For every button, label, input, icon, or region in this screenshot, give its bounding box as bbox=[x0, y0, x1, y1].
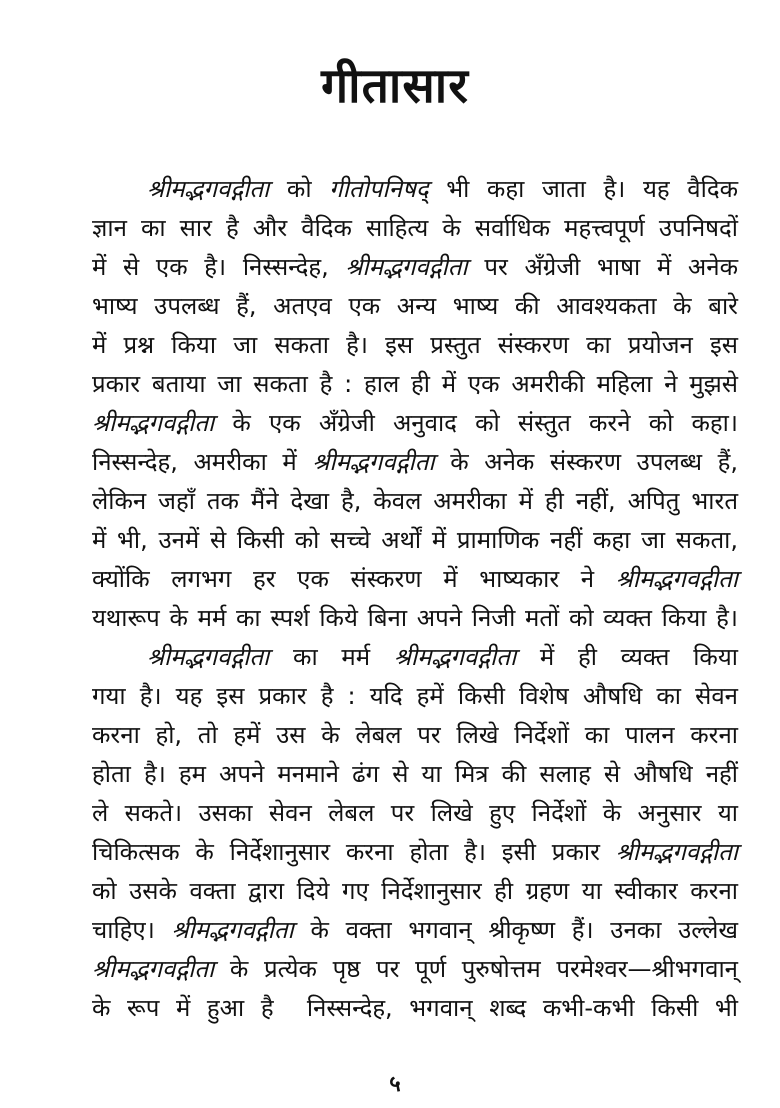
text-line bbox=[92, 989, 738, 1028]
text-segment: प्रकार बताया जा सकता है : हाल ही में एक अमरीकी महिला ने मुझसे bbox=[92, 370, 738, 398]
text-segment: का मर्म bbox=[269, 643, 394, 671]
text-line bbox=[92, 911, 738, 950]
book-title-italic: श्रीमद्भगवद्गीता bbox=[615, 565, 738, 593]
text-segment: लेकिन जहाँ तक मैंने देखा है, केवल अमरीका में ही नहीं, अपितु भारत bbox=[92, 487, 738, 515]
book-title-italic: श्रीमद्भगवद्गीता bbox=[147, 643, 270, 671]
text-line bbox=[92, 365, 738, 404]
text-segment: गया है। यह इस प्रकार है : यदि हमें किसी विशेष औषधि का सेवन bbox=[92, 682, 738, 710]
book-title-italic: श्रीमद्भगवद्गीता bbox=[92, 955, 215, 983]
text-line bbox=[92, 872, 738, 911]
text-segment: के वक्ता भगवान् श्रीकृष्ण हैं। उनका उल्लेख bbox=[293, 916, 738, 944]
text-line bbox=[92, 950, 738, 989]
text-line bbox=[92, 287, 738, 326]
book-title-italic: श्रीमद्भगवद्गीता bbox=[393, 643, 517, 671]
text-segment: निस्सन्देह, अमरीका में bbox=[92, 448, 313, 476]
page-number: ५ bbox=[389, 1072, 401, 1097]
text-segment: को bbox=[269, 175, 330, 203]
text-segment: में प्रश्न किया जा सकता है। इस प्रस्तुत संस्करण का प्रयोजन इस bbox=[92, 331, 738, 359]
text-segment: करना हो, तो हमें उस के लेबल पर लिखे निर्देशों का पालन करना bbox=[92, 721, 738, 749]
text-segment: क्योंकि लगभग हर एक संस्करण में भाष्यकार ने bbox=[92, 565, 616, 593]
text-segment: के अनेक संस्करण उपलब्ध हैं, bbox=[434, 448, 738, 476]
page-title: गीतासार bbox=[321, 58, 469, 114]
text-segment: में भी, उनमें से किसी को सच्चे अर्थों में प्रामाणिक नहीं कहा जा सकता, bbox=[92, 526, 738, 554]
text-line bbox=[92, 677, 738, 716]
text-line bbox=[92, 404, 738, 443]
text-line bbox=[92, 521, 738, 560]
text-segment: के प्रत्येक पृष्ठ पर पूर्ण पुरुषोत्तम परमेश्वर—श्रीभगवान् bbox=[214, 955, 738, 983]
text-segment: यथारूप के मर्म का स्पर्श किये बिना अपने निजी मतों को व्यक्त किया है। bbox=[92, 604, 738, 632]
book-title-italic: श्रीमद्भगवद्गीता bbox=[92, 409, 215, 437]
book-title-italic: श्रीमद्भगवद्गीता bbox=[345, 253, 468, 281]
text-line bbox=[92, 599, 738, 638]
text-segment: भाष्य उपलब्ध हैं, अतएव एक अन्य भाष्य की आवश्यकता के बारे bbox=[92, 292, 738, 320]
text-line bbox=[92, 248, 738, 287]
text-line bbox=[92, 170, 738, 209]
text-segment: भी कहा जाता है। यह वैदिक bbox=[428, 175, 738, 203]
text-line bbox=[92, 560, 738, 599]
book-title-italic: गीतोपनिषद् bbox=[329, 175, 429, 203]
text-line bbox=[92, 482, 738, 521]
text-line bbox=[92, 326, 738, 365]
text-line bbox=[92, 794, 738, 833]
text-segment: ज्ञान का सार है और वैदिक साहित्य के सर्वाधिक महत्त्वपूर्ण उपनिषदों bbox=[92, 214, 738, 242]
body-text bbox=[92, 170, 738, 1028]
text-line bbox=[92, 833, 738, 872]
text-segment: में ही व्यक्त किया bbox=[516, 643, 738, 671]
book-title-italic: श्रीमद्भगवद्गीता bbox=[615, 838, 738, 866]
text-line bbox=[92, 443, 738, 482]
text-segment: के रूप में हुआ है निस्सन्देह, भगवान् शब्द कभी-कभी किसी भी bbox=[92, 994, 738, 1022]
text-segment: चाहिए। bbox=[92, 916, 172, 944]
book-title-italic: श्रीमद्भगवद्गीता bbox=[147, 175, 270, 203]
text-segment: ले सकते। उसका सेवन लेबल पर लिखे हुए निर्देशों के अनुसार या bbox=[92, 799, 738, 827]
text-segment: में से एक है। निस्सन्देह, bbox=[92, 253, 346, 281]
text-segment: के एक अँग्रेजी अनुवाद को संस्तुत करने को कहा। bbox=[214, 409, 738, 437]
text-segment: को उसके वक्ता द्वारा दिये गए निर्देशानुसार ही ग्रहण या स्वीकार करना bbox=[92, 877, 738, 905]
text-line bbox=[92, 755, 738, 794]
text-line bbox=[92, 209, 738, 248]
book-title-italic: श्रीमद्भगवद्गीता bbox=[171, 916, 294, 944]
text-line bbox=[92, 638, 738, 677]
text-segment: चिकित्सक के निर्देशानुसार करना होता है। इसी प्रकार bbox=[92, 838, 616, 866]
text-segment: होता है। हम अपने मनमाने ढंग से या मित्र की सलाह से औषधि नहीं bbox=[92, 760, 738, 788]
text-line bbox=[92, 716, 738, 755]
book-title-italic: श्रीमद्भगवद्गीता bbox=[312, 448, 435, 476]
text-segment: पर अँग्रेजी भाषा में अनेक bbox=[467, 253, 739, 281]
